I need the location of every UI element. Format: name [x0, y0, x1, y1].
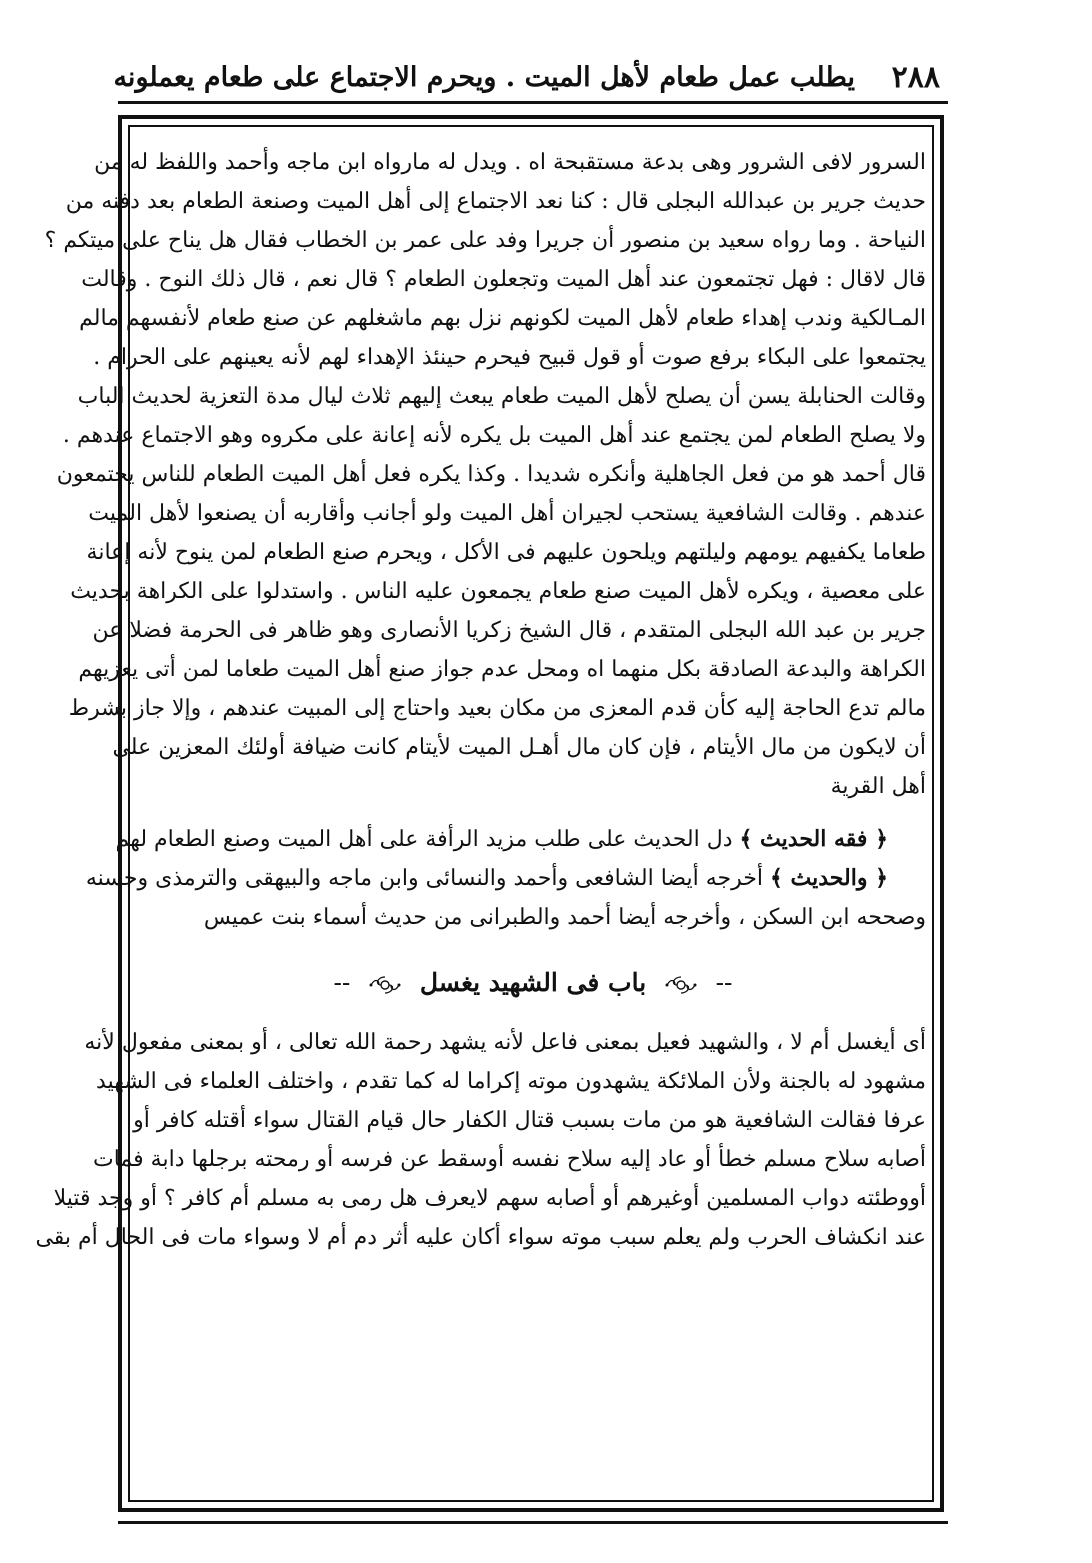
floral-ornament-icon: [663, 974, 699, 996]
note-line: [85, 859, 926, 898]
text-line: عندهم . وقالت الشافعية يستحب لجيران أهل الميت ولو أجانب وأقاربه أن يصنعوا لأهل الميت: [88, 501, 926, 526]
fiqh-text: دل الحديث على طلب مزيد الرأفة على أهل الميت وصنع الطعام لهم: [115, 827, 733, 852]
text-line: قال لاقال : فهل تجتمعون عند أهل الميت وتجعلون الطعام ؟ قال نعم ، قال ذلك النوح . وقالت: [81, 267, 926, 292]
text-line: ولا يصلح الطعام لمن يجتمع عند أهل الميت بل يكره لأنه إعانة على مكروه وهو الاجتماع عندهم .: [62, 423, 926, 448]
spacer: [140, 937, 926, 957]
hadith-text: أخرجه أيضا الشافعى وأحمد والنسائى وابن ماجه والبيهقى والترمذى وحسنه: [85, 866, 763, 891]
text-line: عرفا فقالت الشافعية هو من مات بسبب قتال الكفار حال قيام القتال سواء أقتله كافر أو: [133, 1108, 926, 1133]
text-line: يجتمعوا على البكاء برفع صوت أو قول قبيح فيحرم حينئذ الإهداء لهم لأنه يعينهم على الحرام .: [93, 345, 926, 370]
text-line: النياحة . وما رواه سعيد بن منصور أن جريرا وفد على عمر بن الخطاب فقال هل يناح على ميتكم ؟: [44, 228, 926, 253]
page-number: ٢٨٨: [891, 60, 940, 95]
floral-ornament-icon: [367, 974, 403, 996]
text-line: السرور لافى الشرور وهى بدعة مستقبحة اه . ويدل له مارواه ابن ماجه وأحمد واللفظ له من: [94, 150, 926, 175]
note-line: [115, 820, 926, 859]
text-line: وصححه ابن السكن ، وأخرجه أيضا أحمد والطبرانى من حديث أسماء بنت عميس: [203, 905, 926, 930]
running-title: يطلب عمل طعام لأهل الميت . ويحرم الاجتماع على طعام يعملونه: [113, 62, 855, 93]
text-line: أووطئته دواب المسلمين أوغيرهم أو أصابه سهم لايعرف هل رمى به مسلم أم كافر ؟ أو وجد قتيلا: [53, 1186, 926, 1211]
paragraph-commentary: [44, 143, 926, 806]
text-line: طعاما يكفيهم يومهم وليلتهم ويلحون عليهم فى الأكل ، ويحرم صنع الطعام لمن ينوح لأنه إعانة: [86, 540, 926, 565]
text-line: عند انكشاف الحرب ولم يعلم سبب موته سواء أكان عليه أثر دم أم لا وسواء مات فى الحال أم بقى: [35, 1225, 926, 1250]
text-line: أى أيغسل أم لا ، والشهيد فعيل بمعنى فاعل لأنه يشهد رحمة الله تعالى ، أو بمعنى مفعول لأنه: [84, 1030, 926, 1055]
chapter-heading: [140, 957, 926, 1009]
fiqh-label: ﴿ فقه الحديث ﴾: [739, 826, 888, 852]
text-line: قال أحمد هو من فعل الجاهلية وأنكره شديدا . وكذا يكره فعل أهل الميت الطعام للناس يجتمعون: [56, 462, 926, 487]
chapter-title: باب فى الشهيد يغسل: [419, 968, 647, 997]
spacer: [140, 806, 926, 820]
text-line: الكراهة والبدعة الصادقة بكل منهما اه ومحل عدم جواز صنع أهل الميت طعاما لمن أتى يعزيهم: [78, 657, 926, 682]
spacer: [140, 1009, 926, 1023]
text-line: مالم تدع الحاجة إليه كأن قدم المعزى من مكان بعيد واحتاج إلى المبيت عندهم ، وإلا جاز بشرط: [68, 696, 926, 721]
text-line: حديث جرير بن عبدالله البجلى قال : كنا نعد الاجتماع إلى أهل الميت وصنعة الطعام بعد دفنه من: [65, 189, 926, 214]
note-fiqh-al-hadith: [115, 820, 926, 859]
bottom-rule: [118, 1521, 948, 1524]
text-line: المـالكية وندب إهداء طعام لأهل الميت لكونهم نزل بهم ماشغلهم عن صنع طعام لأنفسهم مالم: [79, 306, 926, 331]
heading-dash: --: [333, 968, 351, 997]
text-line: على معصية ، ويكره لأهل الميت صنع طعام يجمعون عليه الناس . واستدلوا على الكراهة بحديث: [70, 579, 926, 604]
text-line: أهل القرية: [830, 774, 926, 799]
note-hadith-sources: [85, 859, 926, 937]
paragraph-martyr-definition: [35, 1023, 926, 1257]
main-text: [35, 143, 926, 1257]
text-line: مشهود له بالجنة ولأن الملائكة يشهدون موته إكراما له كما تقدم ، واختلف العلماء فى الشهيد: [96, 1069, 926, 1094]
heading-dash: --: [715, 968, 733, 997]
running-header: [113, 58, 940, 104]
text-line: أصابه سلاح مسلم خطأ أو عاد إليه سلاح نفسه أوسقط عن فرسه أو رمحته برجلها دابة فمات: [93, 1147, 926, 1172]
hadith-label: ﴿ والحديث ﴾: [769, 865, 888, 891]
text-line: وقالت الحنابلة يسن أن يصلح لأهل الميت طعام يبعث إليهم ثلاث ليال مدة التعزية لحديث الباب: [77, 384, 926, 409]
header-rule: [118, 101, 948, 104]
text-line: أن لايكون من مال الأيتام ، فإن كان مال أهـل الميت لأيتام كانت ضيافة أولئك المعزين على: [112, 735, 926, 760]
text-line: جرير بن عبد الله البجلى المتقدم ، قال الشيخ زكريا الأنصارى وهو ظاهر فى الحرمة فضلا عن: [92, 618, 926, 643]
